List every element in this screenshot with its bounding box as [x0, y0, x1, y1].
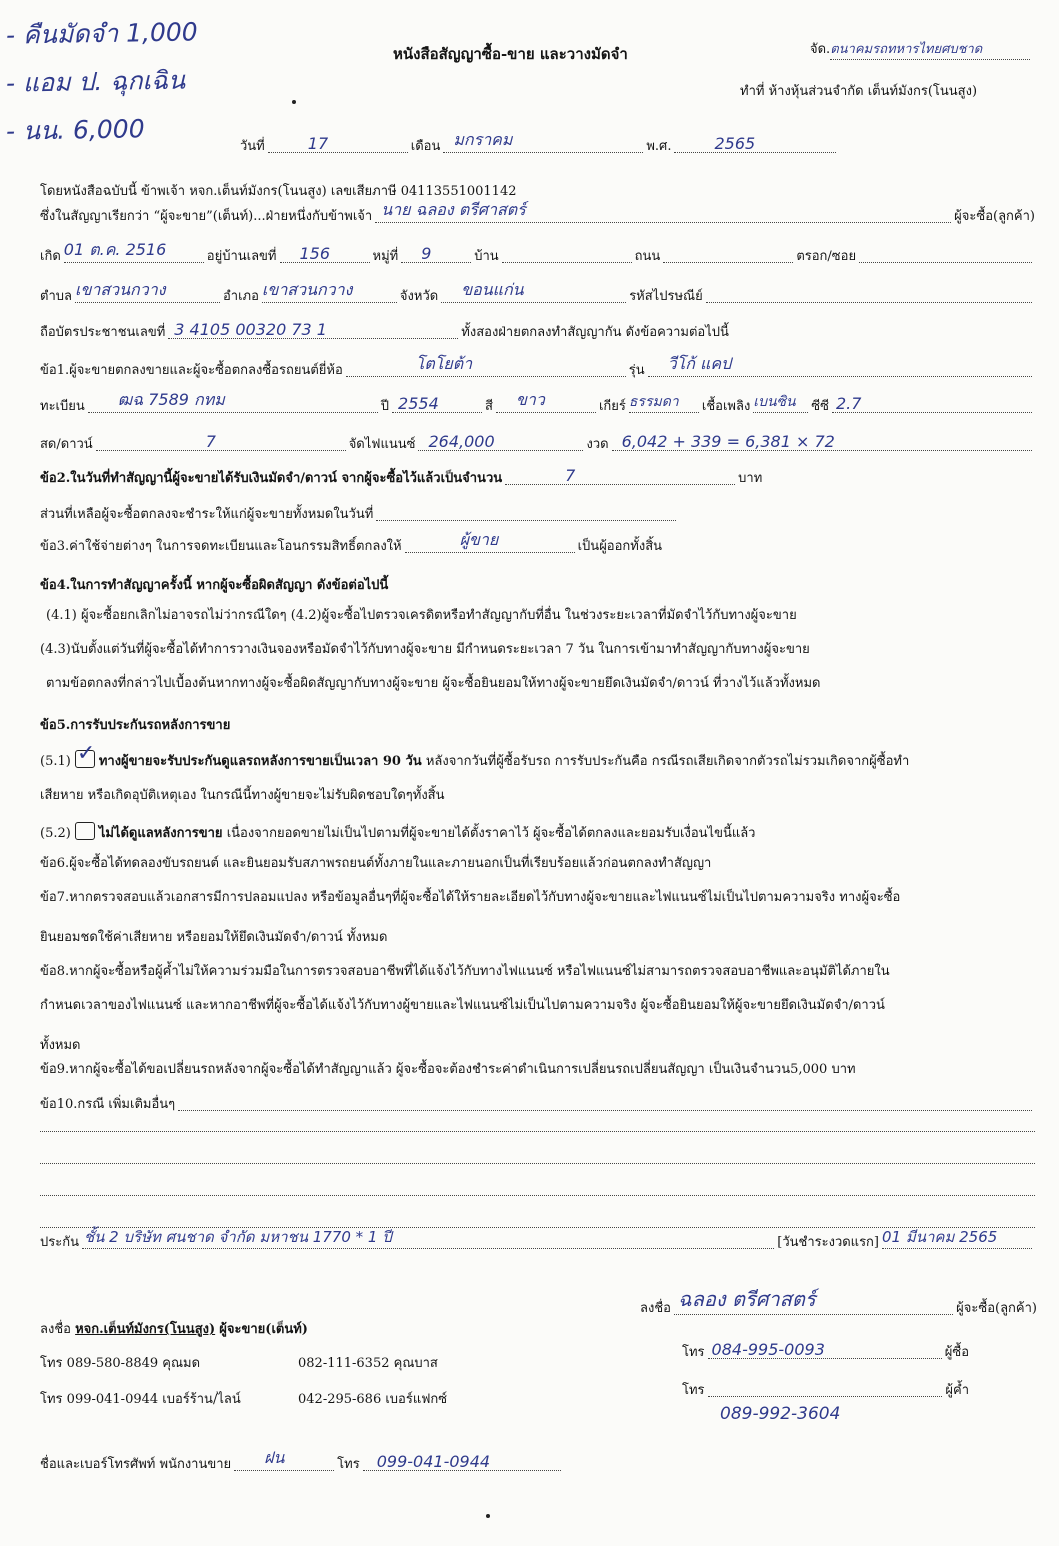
buyer-suffix: ผู้จะซื้อ(ลูกค้า): [954, 209, 1035, 224]
month-field: มกราคม: [443, 132, 643, 153]
salesperson-label: ชื่อและเบอร์โทรศัพท์ พนักงานขาย: [40, 1457, 232, 1472]
intro-text: โดยหนังสือฉบับนี้ ข้าพเจ้า หจก.เต็นท์มังกร(โนนสูง) เลขเสียภาษี 04113551001142: [40, 184, 517, 199]
clause8-text: ทั้งหมด: [40, 1038, 81, 1053]
ink-dot: [292, 100, 296, 104]
fuel-field: เบนซิน: [753, 392, 808, 413]
buyer-name-field: นาย ฉลอง ตรีศาสตร์: [375, 202, 951, 223]
reg-label: ทะเบียน: [40, 399, 85, 414]
option-bold: ไม่ได้ดูแลหลังการขาย: [98, 826, 223, 841]
finance-field: 264,000: [418, 430, 583, 451]
clause4-title: ข้อ4.ในการทำสัญญาครั้งนี้ หากผู้จะซื้อผิดสัญญา ดังข้อต่อไปนี้: [40, 578, 389, 593]
installment-field: 6,042 + 339 = 6,381 × 72: [612, 430, 1032, 451]
clause8-text: กำหนดเวลาของไฟแนนซ์ และหากอาชีพที่ผู้จะซื้อได้แจ้งไว้กับทางผู้ขายและไฟแนนซ์ไม่เป็นไปตามความจริง ผู้จะซื้อยินยอมให้ผู้จะขายยึดเงินมัดจำ/ดาวน์: [40, 998, 885, 1013]
year-label: พ.ศ.: [646, 139, 672, 154]
first-pay-field: 01 มีนาคม 2565: [882, 1228, 1032, 1249]
clause1-line: [40, 356, 1035, 380]
date-line: [240, 132, 839, 156]
guarantor-tel: 089-992-3604: [720, 1404, 841, 1424]
day-field: 17: [268, 132, 408, 153]
option-number: (5.1): [40, 754, 71, 769]
sign-label: ลงชื่อ: [640, 1301, 671, 1316]
model-field: วีโก้ แคป: [648, 356, 1032, 377]
clause7-text: ยินยอมชดใช้ค่าเสียหาย หรือยอมให้ยึดเงินมัดจำ/ดาวน์ ทั้งหมด: [40, 930, 388, 945]
vehicle-year-field: 2554: [392, 392, 482, 413]
option-bold: ทางผู้ขายจะรับประกันดูแลรถหลังการขายเป็นเวลา 90 วัน: [98, 754, 422, 769]
month-label: เดือน: [410, 139, 441, 154]
first-pay-label: [วันชำระงวดแรก]: [777, 1235, 879, 1250]
balance-date-field: [376, 500, 676, 521]
seller-phone: โทร 089-580-8849 คุณมด: [40, 1356, 201, 1371]
check-icon: ✓: [76, 741, 96, 766]
id-field: 3 4105 00320 73 1: [168, 318, 458, 339]
tel-role: ผู้ค้ำ: [945, 1383, 969, 1398]
model-label: รุ่น: [628, 363, 645, 378]
salesperson-tel-field: 099-041-0944: [363, 1450, 561, 1471]
branch-value: ตนาคมรถทหารไทยศบชาด: [830, 38, 1030, 60]
clause5-option2: [40, 822, 1035, 843]
branch-label: จัด.: [810, 42, 831, 57]
vehicle-line: [40, 392, 1035, 416]
road-label: ถนน: [634, 249, 661, 264]
ink-dot: [486, 1514, 490, 1518]
subdistrict-field: เขาสวนกวาง: [75, 282, 220, 303]
guarantor-tel-field: [708, 1376, 943, 1397]
blank-line: [40, 1130, 1035, 1132]
id-label: ถือบัตรประชาชนเลขที่: [40, 325, 166, 340]
buyer-tel-field: 084-995-0093: [708, 1338, 942, 1359]
soi-label: ตรอก/ซอย: [796, 249, 857, 264]
salesperson-line: [40, 1450, 564, 1474]
id-suffix: ทั้งสองฝ่ายตกลงทำสัญญากัน ดังข้อความต่อไปนี้: [461, 325, 729, 340]
down-label: สด/ดาวน์: [40, 437, 93, 452]
guarantor-phone: [682, 1376, 969, 1400]
blank-line: [40, 1194, 1035, 1196]
id-line: [40, 318, 1035, 342]
year-label-vehicle: ปี: [380, 399, 390, 414]
blank-line: [40, 1162, 1035, 1164]
location-line: [40, 282, 1035, 306]
warranty-checkbox-checked[interactable]: [75, 741, 96, 768]
branch-field: [810, 38, 1030, 60]
soi-field: [859, 242, 1032, 263]
option-number: (5.2): [40, 826, 71, 841]
color-label: สี: [485, 399, 493, 414]
clause10-line: [40, 1090, 1035, 1114]
buyer-signature: [640, 1287, 1037, 1318]
document-title: หนังสือสัญญาซื้อ-ขาย และวางมัดจำ: [393, 45, 628, 63]
finance-line: [40, 430, 1035, 454]
clause6-text: ข้อ6.ผู้จะซื้อได้ทดลองขับรถยนต์ และยินยอมรับสภาพรถยนต์ทั้งภายในและภายนอกเป็นที่เรียบร้อยแล้วก่อนตกลงทำสัญญา: [40, 856, 712, 871]
tel-label: โทร: [337, 1457, 360, 1472]
subdistrict-label: ตำบล: [40, 289, 72, 304]
gear-label: เกียร์: [598, 399, 626, 414]
village-label: บ้าน: [474, 249, 499, 264]
seller-phone: 082-111-6352 คุณบาส: [298, 1356, 438, 1371]
contract-place: ทำที่ ห้างหุ้นส่วนจำกัด เต็นท์มังกร(โนนสูง): [740, 84, 978, 99]
buyer-signature-field: ฉลอง ตรีศาสตร์: [674, 1294, 953, 1315]
clause4-text: (4.3)นับตั้งแต่วันที่ผู้จะซื้อได้ทำการวางเงินจองหรือมัดจำไว้กับทางผู้จะขาย มีกำหนดระยะเวลา 7 วัน ในการเข้ามาทำสัญญากับทางผู้จะขาย: [40, 642, 810, 657]
clause2-text: ข้อ2.ในวันที่ทำสัญญานี้ผู้จะขายได้รับเงินมัดจำ/ดาวน์ จากผู้จะซื้อไว้แล้วเป็นจำนวน: [40, 471, 503, 486]
buyer-phone: [682, 1338, 969, 1362]
fuel-label: เชื้อเพลิง: [701, 399, 751, 414]
buyer-role: ผู้จะซื้อ(ลูกค้า): [956, 1301, 1037, 1316]
note-line: - นน. 6,000: [5, 114, 145, 146]
birth-label: เกิด: [40, 249, 61, 264]
moo-field: 9: [401, 242, 471, 263]
insurance-label: ประกัน: [40, 1235, 79, 1250]
house-field: 156: [280, 242, 370, 263]
sign-label: ลงชื่อ: [40, 1322, 71, 1337]
moo-label: หมู่ที่: [372, 249, 399, 264]
installment-label: งวด: [586, 437, 609, 452]
year-field: 2565: [674, 132, 836, 153]
clause7-text: ข้อ7.หากตรวจสอบแล้วเอกสารมีการปลอมแปลง หรือข้อมูลอื่นๆที่ผู้จะซื้อได้ให้รายละเอียดไว้กับทางผู้จะขายและไฟแนนซ์ไม่เป็นไปตามความจริง ทางผู้จะซื้อ: [40, 890, 901, 905]
district-label: อำเภอ: [222, 289, 259, 304]
buyer-line: [40, 202, 1035, 226]
clause4-text: ตามข้อตกลงที่กล่าวไปเบื้องต้นหากทางผู้จะซื้อผิดสัญญากับทางผู้จะขาย ผู้จะซื้อยินยอมให้ทางผู้จะขายยึดเงินมัดจำ/ดาวน์ ที่วางไว้แล้วทั้งหมด: [46, 676, 821, 691]
option-text: หลังจากวันที่ผู้ซื้อรับรถ การรับประกันคือ กรณีรถเสียเกิดจากตัวรถไม่รวมเกิดจากผู้ซื้อทำ: [425, 754, 910, 769]
brand-field: โตโยต้า: [346, 356, 626, 377]
seller-called-text: ซึ่งในสัญญาเรียกว่า “ผู้จะขาย”(เต็นท์)...ฝ่ายหนึ่งกับข้าพเจ้า: [40, 209, 373, 224]
clause4-text: (4.1) ผู้จะซื้อยกเลิกไม่อาจรถไม่ว่ากรณีใดๆ (4.2)ผู้จะซื้อไปตรวจเครดิตหรือทำสัญญากับที่อื่น ในช่วงระยะเวลาที่มัดจำไว้กับทางผู้จะขาย: [46, 608, 797, 623]
finance-label: จัดไฟแนนซ์: [348, 437, 416, 452]
clause2-line: [40, 464, 1035, 488]
address-line: [40, 242, 1035, 266]
tel-role: ผู้ซื้อ: [944, 1345, 969, 1360]
clause3-text: ข้อ3.ค่าใช้จ่ายต่างๆ ในการจดทะเบียนและโอนกรรมสิทธิ์ตกลงให้: [40, 539, 402, 554]
seller-signature: [40, 1318, 308, 1339]
seller-name: หจก.เต็นท์มังกร(โนนสูง): [75, 1322, 216, 1337]
color-field: ขาว: [496, 392, 596, 413]
reg-field: ฒฉ 7589 กทม: [88, 392, 378, 413]
seller-role: ผู้จะขาย(เต็นท์): [219, 1322, 308, 1337]
day-label: วันที่: [240, 139, 265, 154]
seller-phone: 042-295-686 เบอร์แฟกซ์: [298, 1392, 448, 1407]
insurance-line: [40, 1228, 1035, 1252]
tel-label: โทร: [682, 1345, 705, 1360]
cc-field: 2.7: [832, 392, 1032, 413]
insurance-field: ชั้น 2 บริษัท ศนชาด จำกัด มหาชน 1770 * 1 ปี: [82, 1228, 774, 1249]
deposit-field: 7: [505, 464, 735, 485]
postal-field: [706, 282, 1032, 303]
province-label: จังหวัด: [399, 289, 439, 304]
village-field: [502, 242, 632, 263]
note-line: - คืนมัดจำ 1,000: [5, 17, 198, 50]
postal-label: รหัสไปรษณีย์: [629, 289, 703, 304]
province-field: ขอนแก่น: [441, 282, 626, 303]
note-line: - แอม ป. ฉุกเฉิน: [5, 65, 186, 98]
house-label: อยู่บ้านเลขที่: [206, 249, 277, 264]
option-text: เนื่องจากยอดขายไม่เป็นไปตามที่ผู้จะขายได้ตั้งราคาไว้ ผู้จะซื้อได้ตกลงและยอมรับเงื่อนไขนี้แล้ว: [226, 826, 756, 841]
clause5-option1-cont: เสียหาย หรือเกิดอุบัติเหตุเอง ในกรณีนี้ทางผู้ขายจะไม่รับผิดชอบใดๆทั้งสิ้น: [40, 788, 445, 803]
clause8-text: ข้อ8.หากผู้จะซื้อหรือผู้ค้ำไม่ให้ความร่วมมือในการตรวจสอบอาชีพที่ได้แจ้งไว้กับทางไฟแนนซ์ หรือไฟแนนซ์ไม่สามารถตรวจสอบอาชีพและอนุมัติได้ภายใน: [40, 964, 890, 979]
clause10-text: ข้อ10.กรณี เพิ่มเติมอื่นๆ: [40, 1097, 176, 1112]
road-field: [663, 242, 793, 263]
baht-unit: บาท: [738, 471, 763, 486]
salesperson-name-field: ฝน: [234, 1450, 334, 1471]
birth-field: 01 ต.ค. 2516: [64, 242, 204, 263]
cc-label: ซีซี: [811, 399, 829, 414]
clause5-option1: [40, 741, 1035, 771]
handwritten-notes: [6, 10, 198, 154]
balance-text: ส่วนที่เหลือผู้จะซื้อตกลงจะชำระให้แก่ผู้จะขายทั้งหมดในวันที่: [40, 507, 374, 522]
clause5-title: ข้อ5.การรับประกันรถหลังการขาย: [40, 718, 231, 733]
balance-line: [40, 500, 1035, 524]
clause10-field: [178, 1090, 1032, 1111]
tel-label: โทร: [682, 1383, 705, 1398]
no-warranty-checkbox[interactable]: [75, 822, 95, 840]
clause1-text: ข้อ1.ผู้จะขายตกลงขายและผู้จะซื้อตกลงซื้อรถยนต์ยี่ห้อ: [40, 363, 343, 378]
clause3-suffix: เป็นผู้ออกทั้งสิ้น: [577, 539, 663, 554]
down-field: 7: [96, 430, 346, 451]
seller-phone: โทร 099-041-0944 เบอร์ร้าน/ไลน์: [40, 1392, 241, 1407]
clause9-text: ข้อ9.หากผู้จะซื้อได้ขอเปลี่ยนรถหลังจากผู้จะซื้อได้ทำสัญญาแล้ว ผู้จะซื้อจะต้องชำระค่าดำเนินการเปลี่ยนรถเปลี่ยนสัญญา เป็นเงินจำนวน5,000 บาท: [40, 1062, 856, 1077]
gear-field: ธรรมดา: [629, 392, 699, 413]
clause3-line: [40, 532, 1035, 556]
district-field: เขาสวนกวาง: [262, 282, 397, 303]
fee-payer-field: ผู้ขาย: [405, 532, 575, 553]
